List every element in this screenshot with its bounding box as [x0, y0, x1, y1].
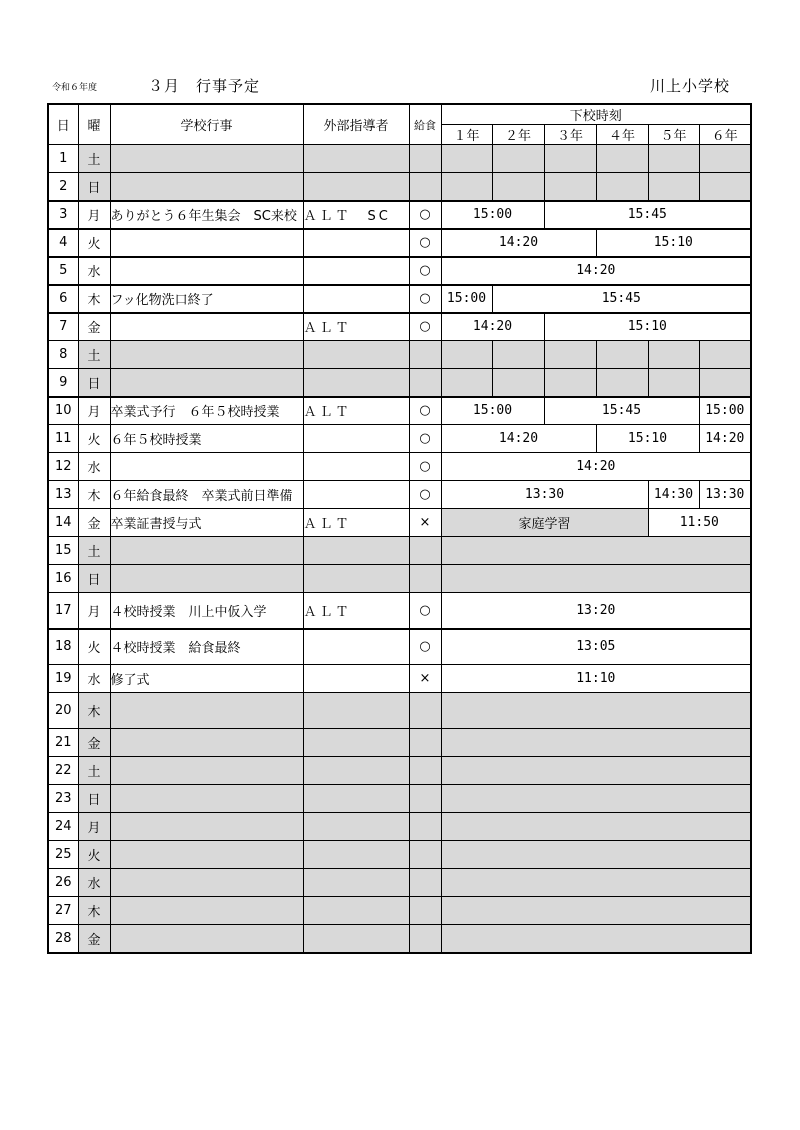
day-cell: 4 [48, 229, 78, 257]
day-cell: 25 [48, 841, 78, 869]
lunch-cell: ○ [409, 593, 441, 629]
dismissal-cell [441, 813, 751, 841]
instructor-cell: ＡＬＴ [303, 397, 409, 425]
dismissal-cell [544, 369, 596, 397]
instructor-cell [303, 257, 409, 285]
dismissal-time-cell: 15:00 [699, 397, 751, 425]
event-cell: フッ化物洗口終了 [110, 285, 303, 313]
lunch-cell [409, 369, 441, 397]
event-cell: 修了式 [110, 665, 303, 693]
day-cell: 28 [48, 925, 78, 953]
lunch-cell [409, 841, 441, 869]
header-instructor: 外部指導者 [303, 104, 409, 145]
table-row [48, 173, 751, 201]
dismissal-time-cell: 15:10 [596, 229, 751, 257]
fiscal-year-label: 令和６年度 [52, 83, 98, 93]
dismissal-time-cell: 13:30 [441, 481, 648, 509]
dismissal-time-cell: 13:05 [441, 629, 751, 665]
dismissal-time-cell: 15:00 [441, 397, 544, 425]
table-row [48, 693, 751, 729]
dismissal-time-cell: 14:20 [441, 229, 596, 257]
weekday-cell: 土 [78, 757, 110, 785]
dismissal-time-cell: 15:10 [544, 313, 751, 341]
header-grade-2: ２年 [492, 125, 544, 145]
lunch-cell: ○ [409, 257, 441, 285]
event-cell [110, 229, 303, 257]
table-row [48, 201, 751, 229]
day-cell: 1 [48, 145, 78, 173]
table-row [48, 145, 751, 173]
lunch-cell [409, 145, 441, 173]
day-cell: 22 [48, 757, 78, 785]
day-cell: 24 [48, 813, 78, 841]
weekday-cell: 水 [78, 453, 110, 481]
lunch-cell [409, 757, 441, 785]
table-row [48, 869, 751, 897]
dismissal-time-cell: 14:20 [699, 425, 751, 453]
schedule-body [48, 145, 751, 953]
weekday-cell: 月 [78, 593, 110, 629]
dismissal-time-cell: 11:10 [441, 665, 751, 693]
day-cell: 17 [48, 593, 78, 629]
event-cell [110, 145, 303, 173]
dismissal-cell [441, 869, 751, 897]
table-row [48, 665, 751, 693]
dismissal-time-cell: 15:10 [596, 425, 699, 453]
dismissal-cell [441, 785, 751, 813]
instructor-cell [303, 693, 409, 729]
lunch-cell: ○ [409, 425, 441, 453]
dismissal-time-cell: 14:20 [441, 425, 596, 453]
table-row [48, 729, 751, 757]
instructor-cell [303, 869, 409, 897]
event-cell [110, 785, 303, 813]
table-row [48, 453, 751, 481]
lunch-cell [409, 897, 441, 925]
lunch-cell: × [409, 509, 441, 537]
dismissal-cell [699, 341, 751, 369]
weekday-cell: 火 [78, 629, 110, 665]
dismissal-time-cell: 13:20 [441, 593, 751, 629]
instructor-cell [303, 629, 409, 665]
header-dismissal-time: 下校時刻 [441, 104, 751, 125]
dismissal-time-cell: 15:45 [544, 397, 699, 425]
weekday-cell: 火 [78, 229, 110, 257]
dismissal-time-cell: 家庭学習 [441, 509, 648, 537]
weekday-cell: 日 [78, 173, 110, 201]
weekday-cell: 水 [78, 869, 110, 897]
table-row [48, 257, 751, 285]
event-cell [110, 257, 303, 285]
dismissal-cell [544, 341, 596, 369]
event-cell [110, 693, 303, 729]
lunch-cell [409, 925, 441, 953]
lunch-cell: ○ [409, 481, 441, 509]
dismissal-time-cell: 13:30 [699, 481, 751, 509]
day-cell: 10 [48, 397, 78, 425]
dismissal-time-cell: 15:00 [441, 201, 544, 229]
event-cell [110, 925, 303, 953]
weekday-cell: 水 [78, 257, 110, 285]
instructor-cell [303, 841, 409, 869]
weekday-cell: 金 [78, 313, 110, 341]
table-row [48, 841, 751, 869]
weekday-cell: 日 [78, 369, 110, 397]
table-row [48, 537, 751, 565]
dismissal-cell [441, 897, 751, 925]
day-cell: 13 [48, 481, 78, 509]
lunch-cell [409, 729, 441, 757]
event-cell [110, 757, 303, 785]
event-cell: ありがとう６年生集会 SC来校 [110, 201, 303, 229]
lunch-cell [409, 693, 441, 729]
weekday-cell: 水 [78, 665, 110, 693]
dismissal-cell [596, 173, 648, 201]
dismissal-time-cell: 14:30 [648, 481, 699, 509]
dismissal-cell [699, 145, 751, 173]
lunch-cell [409, 813, 441, 841]
table-row [48, 757, 751, 785]
weekday-cell: 金 [78, 925, 110, 953]
header-day: 日 [48, 104, 78, 145]
dismissal-cell [441, 369, 492, 397]
instructor-cell: ＡＬＴ [303, 313, 409, 341]
weekday-cell: 火 [78, 841, 110, 869]
instructor-cell [303, 785, 409, 813]
instructor-cell [303, 537, 409, 565]
instructor-cell: ＡＬＴ SC [303, 201, 409, 229]
instructor-cell [303, 453, 409, 481]
weekday-cell: 日 [78, 785, 110, 813]
day-cell: 16 [48, 565, 78, 593]
table-row [48, 313, 751, 341]
instructor-cell [303, 229, 409, 257]
header-grade-4: ４年 [596, 125, 648, 145]
table-row [48, 481, 751, 509]
header-grade-3: ３年 [544, 125, 596, 145]
table-row [48, 565, 751, 593]
dismissal-cell [544, 173, 596, 201]
dismissal-cell [492, 369, 544, 397]
dismissal-cell [648, 173, 699, 201]
day-cell: 2 [48, 173, 78, 201]
instructor-cell [303, 729, 409, 757]
table-row [48, 629, 751, 665]
table-row [48, 509, 751, 537]
event-cell: ６年給食最終 卒業式前日準備 [110, 481, 303, 509]
header-weekday: 曜 [78, 104, 110, 145]
lunch-cell: ○ [409, 313, 441, 341]
instructor-cell [303, 665, 409, 693]
event-cell [110, 173, 303, 201]
day-cell: 3 [48, 201, 78, 229]
table-row [48, 813, 751, 841]
weekday-cell: 月 [78, 397, 110, 425]
instructor-cell [303, 173, 409, 201]
lunch-cell [409, 565, 441, 593]
day-cell: 26 [48, 869, 78, 897]
event-cell: ４校時授業 川上中仮入学 [110, 593, 303, 629]
instructor-cell [303, 369, 409, 397]
dismissal-cell [492, 341, 544, 369]
table-row [48, 229, 751, 257]
event-cell [110, 869, 303, 897]
weekday-cell: 月 [78, 201, 110, 229]
dismissal-cell [441, 757, 751, 785]
header-grade-1: １年 [441, 125, 492, 145]
dismissal-cell [648, 145, 699, 173]
dismissal-cell [441, 145, 492, 173]
table-row [48, 397, 751, 425]
day-cell: 18 [48, 629, 78, 665]
dismissal-cell [492, 173, 544, 201]
event-cell: 卒業証書授与式 [110, 509, 303, 537]
lunch-cell: ○ [409, 397, 441, 425]
page-title: ３月 行事予定 [148, 77, 261, 95]
weekday-cell: 土 [78, 537, 110, 565]
weekday-cell: 金 [78, 729, 110, 757]
weekday-cell: 火 [78, 425, 110, 453]
dismissal-cell [441, 173, 492, 201]
weekday-cell: 土 [78, 341, 110, 369]
dismissal-cell [441, 693, 751, 729]
lunch-cell: ○ [409, 453, 441, 481]
lunch-cell: × [409, 665, 441, 693]
table-row [48, 285, 751, 313]
header-event: 学校行事 [110, 104, 303, 145]
day-cell: 6 [48, 285, 78, 313]
dismissal-time-cell: 15:45 [544, 201, 751, 229]
day-cell: 14 [48, 509, 78, 537]
instructor-cell: ＡＬＴ [303, 509, 409, 537]
event-cell [110, 897, 303, 925]
instructor-cell [303, 565, 409, 593]
lunch-cell: ○ [409, 629, 441, 665]
dismissal-time-cell: 15:00 [441, 285, 492, 313]
weekday-cell: 木 [78, 481, 110, 509]
day-cell: 23 [48, 785, 78, 813]
dismissal-cell [441, 729, 751, 757]
dismissal-cell [699, 173, 751, 201]
day-cell: 21 [48, 729, 78, 757]
instructor-cell [303, 425, 409, 453]
dismissal-cell [441, 341, 492, 369]
lunch-cell [409, 537, 441, 565]
event-cell [110, 565, 303, 593]
dismissal-cell [544, 145, 596, 173]
event-cell [110, 729, 303, 757]
event-cell: ４校時授業 給食最終 [110, 629, 303, 665]
table-row [48, 341, 751, 369]
event-cell: 卒業式予行 ６年５校時授業 [110, 397, 303, 425]
lunch-cell [409, 869, 441, 897]
weekday-cell: 土 [78, 145, 110, 173]
header-lunch: 給食 [409, 104, 441, 145]
dismissal-cell [648, 341, 699, 369]
dismissal-time-cell: 15:45 [492, 285, 751, 313]
day-cell: 11 [48, 425, 78, 453]
instructor-cell [303, 145, 409, 173]
instructor-cell [303, 341, 409, 369]
event-cell [110, 369, 303, 397]
weekday-cell: 月 [78, 813, 110, 841]
table-row [48, 369, 751, 397]
day-cell: 8 [48, 341, 78, 369]
instructor-cell [303, 897, 409, 925]
dismissal-time-cell: 14:20 [441, 313, 544, 341]
lunch-cell [409, 341, 441, 369]
header-grade-6: ６年 [699, 125, 751, 145]
table-row [48, 425, 751, 453]
school-name: 川上小学校 [649, 77, 730, 95]
day-cell: 27 [48, 897, 78, 925]
instructor-cell [303, 813, 409, 841]
event-cell [110, 313, 303, 341]
table-row [48, 897, 751, 925]
dismissal-cell [441, 537, 751, 565]
dismissal-cell [596, 341, 648, 369]
header-grade-5: ５年 [648, 125, 699, 145]
dismissal-cell [441, 565, 751, 593]
lunch-cell [409, 173, 441, 201]
event-cell [110, 341, 303, 369]
lunch-cell: ○ [409, 229, 441, 257]
dismissal-cell [492, 145, 544, 173]
event-cell [110, 841, 303, 869]
event-cell [110, 537, 303, 565]
dismissal-cell [699, 369, 751, 397]
event-cell [110, 453, 303, 481]
dismissal-time-cell: 14:20 [441, 257, 751, 285]
day-cell: 5 [48, 257, 78, 285]
day-cell: 19 [48, 665, 78, 693]
table-row [48, 593, 751, 629]
table-row [48, 785, 751, 813]
table-row [48, 925, 751, 953]
day-cell: 9 [48, 369, 78, 397]
event-cell: ６年５校時授業 [110, 425, 303, 453]
dismissal-cell [596, 145, 648, 173]
day-cell: 12 [48, 453, 78, 481]
instructor-cell [303, 481, 409, 509]
weekday-cell: 木 [78, 285, 110, 313]
dismissal-cell [441, 925, 751, 953]
lunch-cell: ○ [409, 285, 441, 313]
dismissal-cell [441, 841, 751, 869]
day-cell: 7 [48, 313, 78, 341]
schedule-table [47, 103, 752, 954]
weekday-cell: 木 [78, 897, 110, 925]
weekday-cell: 金 [78, 509, 110, 537]
weekday-cell: 木 [78, 693, 110, 729]
weekday-cell: 日 [78, 565, 110, 593]
instructor-cell [303, 757, 409, 785]
event-cell [110, 813, 303, 841]
dismissal-cell [596, 369, 648, 397]
instructor-cell [303, 925, 409, 953]
instructor-cell: ＡＬＴ [303, 593, 409, 629]
dismissal-time-cell: 11:50 [648, 509, 751, 537]
lunch-cell: ○ [409, 201, 441, 229]
instructor-cell [303, 285, 409, 313]
day-cell: 15 [48, 537, 78, 565]
lunch-cell [409, 785, 441, 813]
day-cell: 20 [48, 693, 78, 729]
dismissal-time-cell: 14:20 [441, 453, 751, 481]
dismissal-cell [648, 369, 699, 397]
